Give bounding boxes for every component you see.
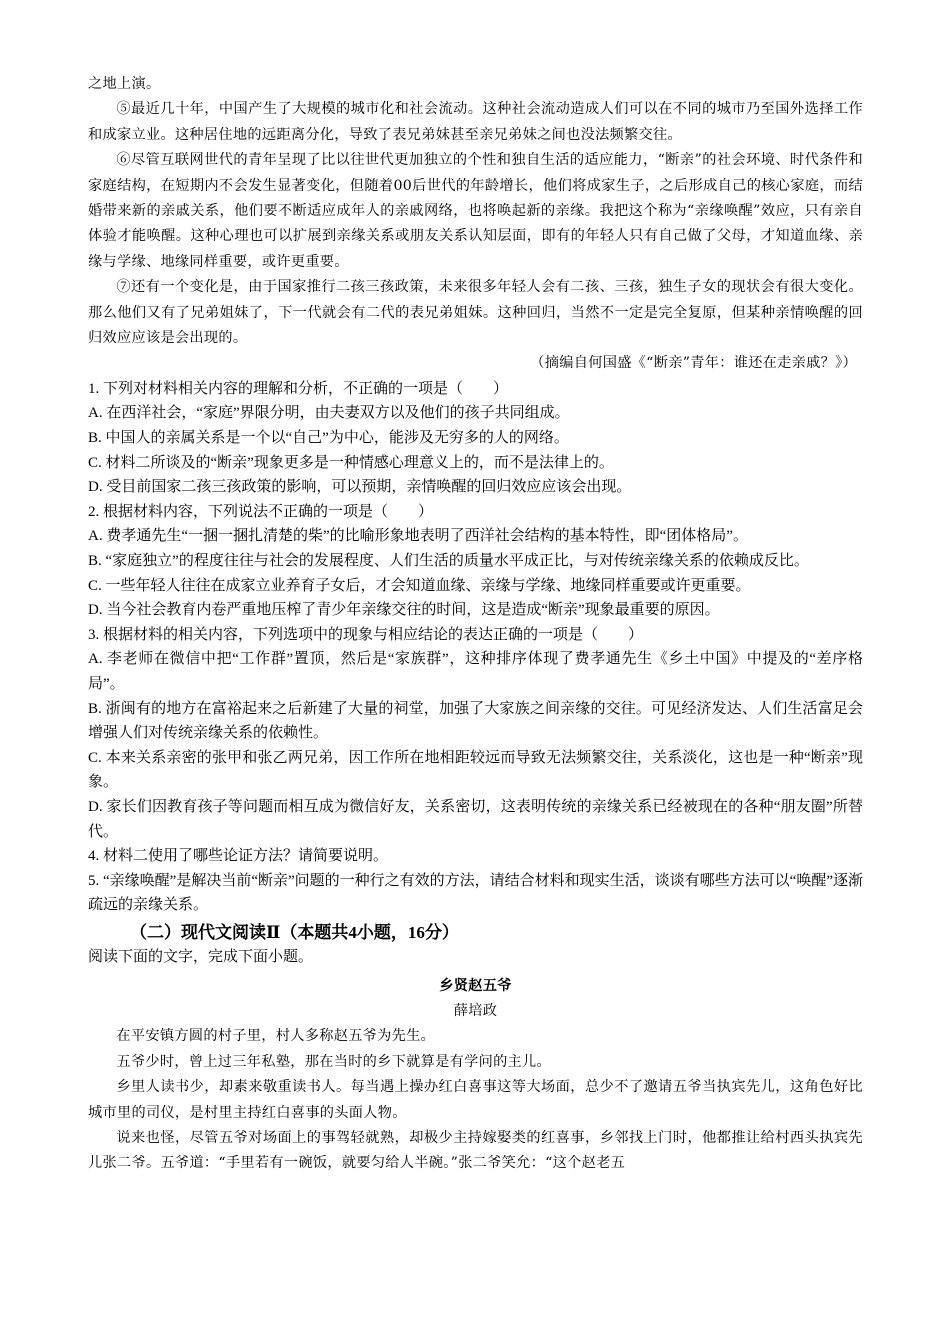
document-page [88,72,863,1177]
option-1c: C. 材料二所谈及的“断亲”现象更多是一种情感心理意义上的，而不是法律上的。 [88,454,614,471]
story-title: 乡贤赵五爷 [439,977,512,994]
passage-tail: 之地上演。 [88,76,161,92]
paragraph-5: ⑤最近几十年，中国产生了大规模的城市化和社会流动。这种社会流动造成人们可以在不同的城市乃至国外选择工作和成家立业。这种居住地的远距离分化，导致了表兄弟妹甚至亲兄弟妹之间也没法频繁交往。 [88,101,863,143]
question-1: 1. 下列对材料相关内容的理解和分析，不正确的一项是（ ） [88,380,509,397]
option-1d: D. 受目前国家二孩三孩政策的影响，可以预期，亲情唤醒的回归效应应该会出现。 [88,479,632,496]
instruction: 阅读下面的文字，完成下面小题。 [88,948,314,965]
passage-continued [88,72,863,377]
story [88,974,863,1177]
source-citation: （摘编自何国盛《“断亲”青年：谁还在走亲戚？》） [530,355,857,372]
paragraph-6: ⑥尽管互联网世代的青年呈现了比以往世代更加独立的个性和独自生活的适应能力，“断亲”的社会环境、时代条件和家庭结构，在短期内不会发生显著变化，但随着00后世代的年龄增长，他们将成家生子，之后形成自己的核心家庭，而结婚带来新的亲戚关系，他们要不断适应成年人的亲戚网络，也将唤起新的亲缘。我把这个称为“亲缘唤醒”效应，只有亲自体验才能唤醒。这种心理也可以扩展到亲缘关系或朋友关系认知层面，即有的年轻人只有自己做了父母，才知道血缘、亲缘与学缘、地缘同样重要，或许更重要。 [88,152,863,270]
question-2: 2. 根据材料内容，下列说法不正确的一项是（ ） [88,503,434,520]
option-2a: A. 费孝通先生“一捆一捆扎清楚的柴”的比喻形象地表明了西洋社会结构的基本特性，即“团体格局”。 [88,528,748,545]
option-3b: B. 浙闽有的地方在富裕起来之后新建了大量的祠堂，加强了大家族之间亲缘的交往。可见经济发达、人们生活富足会增强人们对传统亲缘关系的依赖性。 [88,700,863,742]
story-paragraph: 说来也怪，尽管五爷对场面上的事驾轻就熟，却极少主持嫁娶类的红喜事，乡邻找上门时，他都推让给村西头执宾先儿张二爷。五爷道：“手里若有一碗饭，就要匀给人半碗。”张二爷笑允：“这个赵老五 [88,1129,863,1172]
option-1b: B. 中国人的亲属关系是一个以“自己”为中心，能涉及无穷多的人的网络。 [88,430,569,447]
question-list [88,377,863,918]
question-5: 5. “亲缘唤醒”是解决当前“断亲”问题的一种行之有效的方法，请结合材料和现实生活，谈谈有哪些方法可以“唤醒”逐渐疏远的亲缘关系。 [88,872,863,914]
story-author: 薛培政 [453,1002,498,1019]
option-2d: D. 当今社会教育内卷严重地压榨了青少年亲缘交往的时间，这是造成“断亲”现象最重要的原因。 [88,602,720,619]
option-1a: A. 在西洋社会，“家庭”界限分明，由夫妻双方以及他们的孩子共同组成。 [88,405,570,422]
option-3c: C. 本来关系亲密的张甲和张乙两兄弟，因工作所在地相距较远而导致无法频繁交往，关系淡化，这也是一种“断亲”现象。 [88,749,863,791]
question-4: 4. 材料二使用了哪些论证方法？请简要说明。 [88,848,389,865]
story-paragraph: 乡里人读书少，却素来敬重读书人。每当遇上操办红白喜事这等大场面，总少不了邀请五爷当执宾先儿，这角色好比城市里的司仪，是村里主持红白喜事的头面人物。 [88,1079,863,1121]
option-2c: C. 一些年轻人往往在成家立业养育子女后，才会知道血缘、亲缘与学缘、地缘同样重要或许更重要。 [88,577,751,594]
story-paragraph: 在平安镇方圆的村子里，村人多称赵五爷为先生。 [116,1028,436,1045]
question-3: 3. 根据材料的相关内容，下列选项中的现象与相应结论的表达正确的一项是（ ） [88,626,644,643]
paragraph-7: ⑦还有一个变化是，由于国家推行二孩三孩政策，未来很多年轻人会有二孩、三孩，独生子女的现状会有很大变化。那么他们又有了兄弟姐妹了，下一代就会有二代的表兄弟姐妹。这种回归，当然不一定是完全复原，但某种亲情唤醒的回归效应应该是会出现的。 [88,279,863,347]
option-3a: A. 李老师在微信中把“工作群”置顶，然后是“家族群”，这种排序体现了费孝通先生《乡土中国》中提及的“差序格局”。 [88,651,863,692]
section-title: （二）现代文阅读Ⅱ（本题共4小题，16分） [130,922,459,942]
story-paragraph: 五爷少时，曾上过三年私塾，那在当时的乡下就算是有学问的主儿。 [116,1053,552,1070]
option-3d: D. 家长们因教育孩子等问题而相互成为微信好友，关系密切，这表明传统的亲缘关系已经被现在的各种“朋友圈”所替代。 [88,798,863,840]
option-2b: B. “家庭独立”的程度往往与社会的发展程度、人们生活的质量水平成正比，与对传统亲缘关系的依赖成反比。 [88,553,809,570]
